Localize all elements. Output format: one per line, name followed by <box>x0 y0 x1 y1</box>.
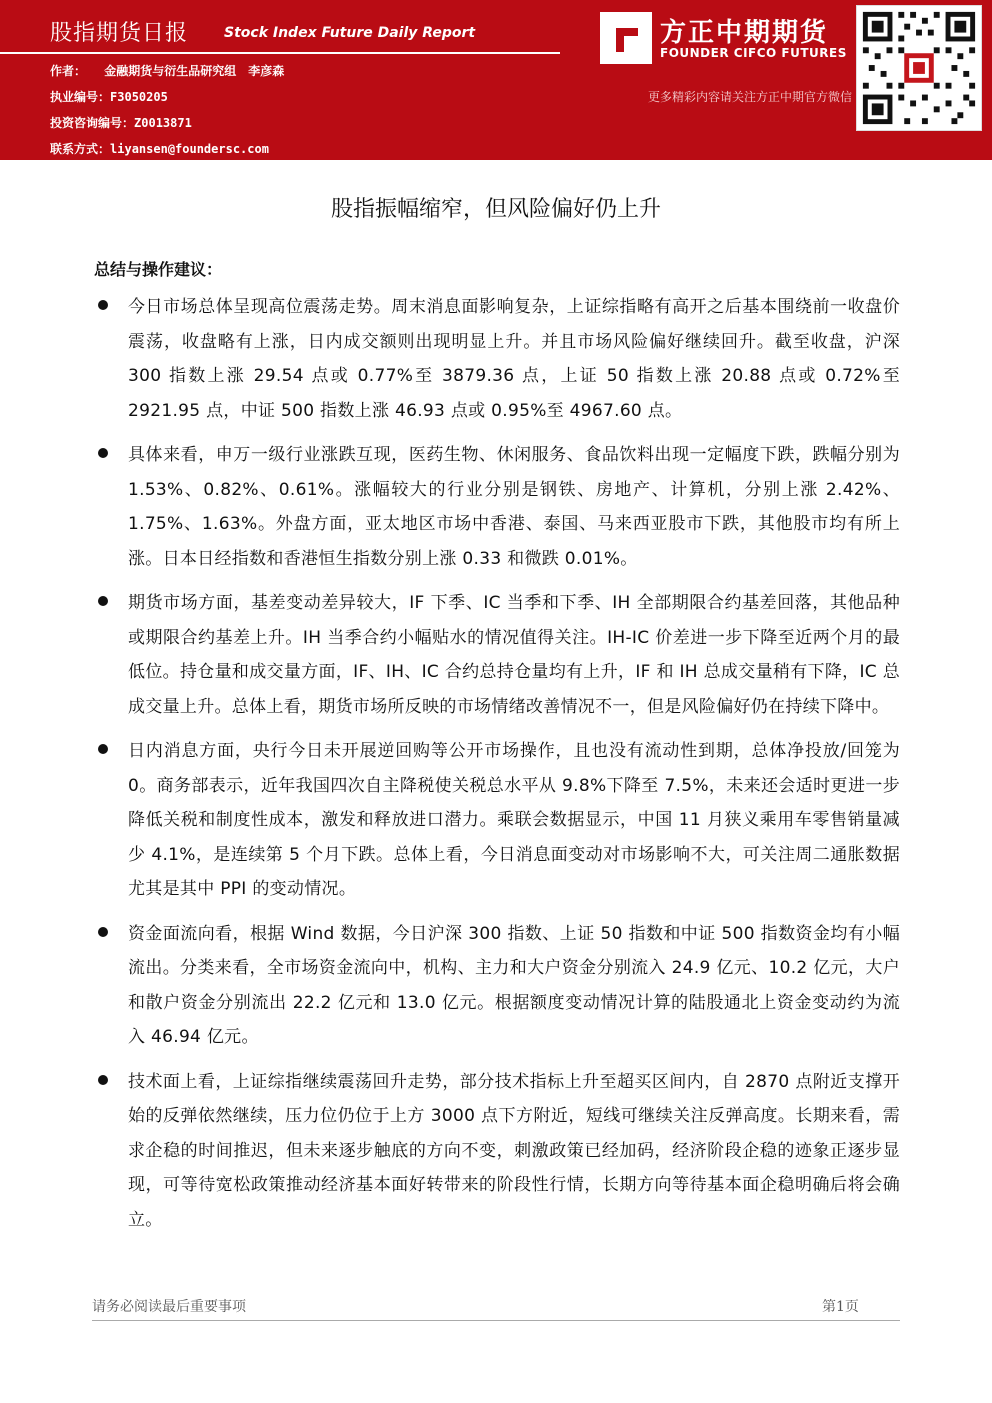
document-title: 股指振幅缩窄，但风险偏好仍上升 <box>330 197 661 222</box>
report-title-cn: 股指期货日报 <box>50 21 189 46</box>
bullet-item <box>92 290 900 428</box>
license-value: F3050205 <box>110 90 168 104</box>
bullet-dot-icon <box>98 1075 108 1085</box>
brand-name-en: FOUNDER CIFCO FUTURES <box>660 46 847 60</box>
bullet-item <box>92 438 900 576</box>
author-value: 金融期货与衍生品研究组 李彦森 <box>104 64 285 78</box>
consult-row <box>50 114 192 131</box>
consult-label: 投资咨询编号： <box>50 116 135 130</box>
license-row <box>50 88 168 105</box>
bullet-text: 日内消息方面，央行今日未开展逆回购等公开市场操作，且也没有流动性到期，总体净投放/回笼为 0。商务部表示，近年我国四次自主降税使关税总水平从 9.8%下降至 7.5%，未来还会适时更进一步降低关税和制度性成本，激发和释放进口潜力。乘联会数据显示，中国 11 月狭义乘用车零售销量减少 4.1%，是连续第 5 个月下跌。总体上看，今日消息面变动对市场影响不大，可关注周二通胀数据尤其是其中 PPI 的变动情况。 <box>128 741 900 899</box>
bullet-item <box>92 586 900 724</box>
summary-bullet-list <box>92 290 900 1247</box>
wechat-follow-text: 更多精彩内容请关注方正中期官方微信 <box>647 90 852 104</box>
bullet-dot-icon <box>98 300 108 310</box>
contact-row <box>50 140 269 157</box>
bullet-dot-icon <box>98 448 108 458</box>
contact-label: 联系方式： <box>50 142 111 156</box>
contact-value: liyansen@foundersc.com <box>110 142 269 156</box>
header-divider <box>0 52 560 54</box>
section-heading: 总结与操作建议： <box>94 260 223 279</box>
bullet-text: 具体来看，申万一级行业涨跌互现，医药生物、休闲服务、食品饮料出现一定幅度下跌，跌幅分别为 1.53%、0.82%、0.61%。涨幅较大的行业分别是钢铁、房地产、计算机，分别上涨 2.42%、1.75%、1.63%。外盘方面，亚太地区市场中香港、泰国、马来西亚股市下跌，其他股市均有所上涨。日本日经指数和香港恒生指数分别上涨 0.33 和微跌 0.01%。 <box>128 445 900 569</box>
author-row <box>50 62 284 79</box>
footer-divider <box>92 1320 900 1321</box>
qr-code-icon <box>856 5 982 131</box>
report-header <box>0 0 992 160</box>
license-label: 执业编号： <box>50 90 111 104</box>
company-logo-icon <box>600 12 652 64</box>
report-title-en: Stock Index Future Daily Report <box>224 25 476 41</box>
brand-name-cn: 方正中期期货 <box>660 18 829 48</box>
consult-value: Z0013871 <box>134 116 192 130</box>
bullet-item <box>92 917 900 1055</box>
author-label: 作者： <box>50 64 87 78</box>
bullet-item <box>92 734 900 907</box>
bullet-text: 资金面流向看，根据 Wind 数据，今日沪深 300 指数、上证 50 指数和中证 500 指数资金均有小幅流出。分类来看，全市场资金流向中，机构、主力和大户资金分别流入 24.9 亿元、10.2 亿元，大户和散户资金分别流出 22.2 亿元和 13.0 亿元。根据额度变动情况计算的陆股通北上资金变动约为流入 46.94 亿元。 <box>128 923 900 1047</box>
bullet-dot-icon <box>98 927 108 937</box>
bullet-text: 期货市场方面，基差变动差异较大，IF 下季、IC 当季和下季、IH 全部期限合约基差回落，其他品种或期限合约基差上升。IH 当季合约小幅贴水的情况值得关注。IH-IC 价差进一步下降至近两个月的最低位。持仓量和成交量方面，IF、IH、IC 合约总持仓量均有上升，IF 和 IH 总成交量稍有下降，IC 总成交量上升。总体上看，期货市场所反映的市场情绪改善情况不一，但是风险偏好仍在持续下降中。 <box>128 593 900 717</box>
bullet-text: 今日市场总体呈现高位震荡走势。周末消息面影响复杂，上证综指略有高开之后基本围绕前一收盘价震荡，收盘略有上涨，日内成交额则出现明显上升。并且市场风险偏好继续回升。截至收盘，沪深 300 指数上涨 29.54 点或 0.77%至 3879.36 点，上证 50 指数上涨 20.88 点或 0.72%至 2921.95 点，中证 500 指数上涨 46.93 点或 0.95%至 4967.60 点。 <box>128 297 900 421</box>
bullet-text: 技术面上看，上证综指继续震荡回升走势，部分技术指标上升至超买区间内，自 2870 点附近支撑开始的反弹依然继续，压力位仍位于上方 3000 点下方附近，短线可继续关注反弹高度。长期来看，需求企稳的时间推迟，但未来逐步触底的方向不变，刺激政策已经加码，经济阶段企稳的迹象正逐步显现，可等待宽松政策推动经济基本面好转带来的阶段性行情，长期方向等待基本面企稳明确后将会确立。 <box>128 1071 900 1230</box>
bullet-dot-icon <box>98 744 108 754</box>
page-number: 第1页 <box>822 1299 859 1315</box>
bullet-item <box>92 1065 900 1238</box>
bullet-dot-icon <box>98 596 108 606</box>
footer-notice: 请务必阅读最后重要事项 <box>92 1299 246 1315</box>
